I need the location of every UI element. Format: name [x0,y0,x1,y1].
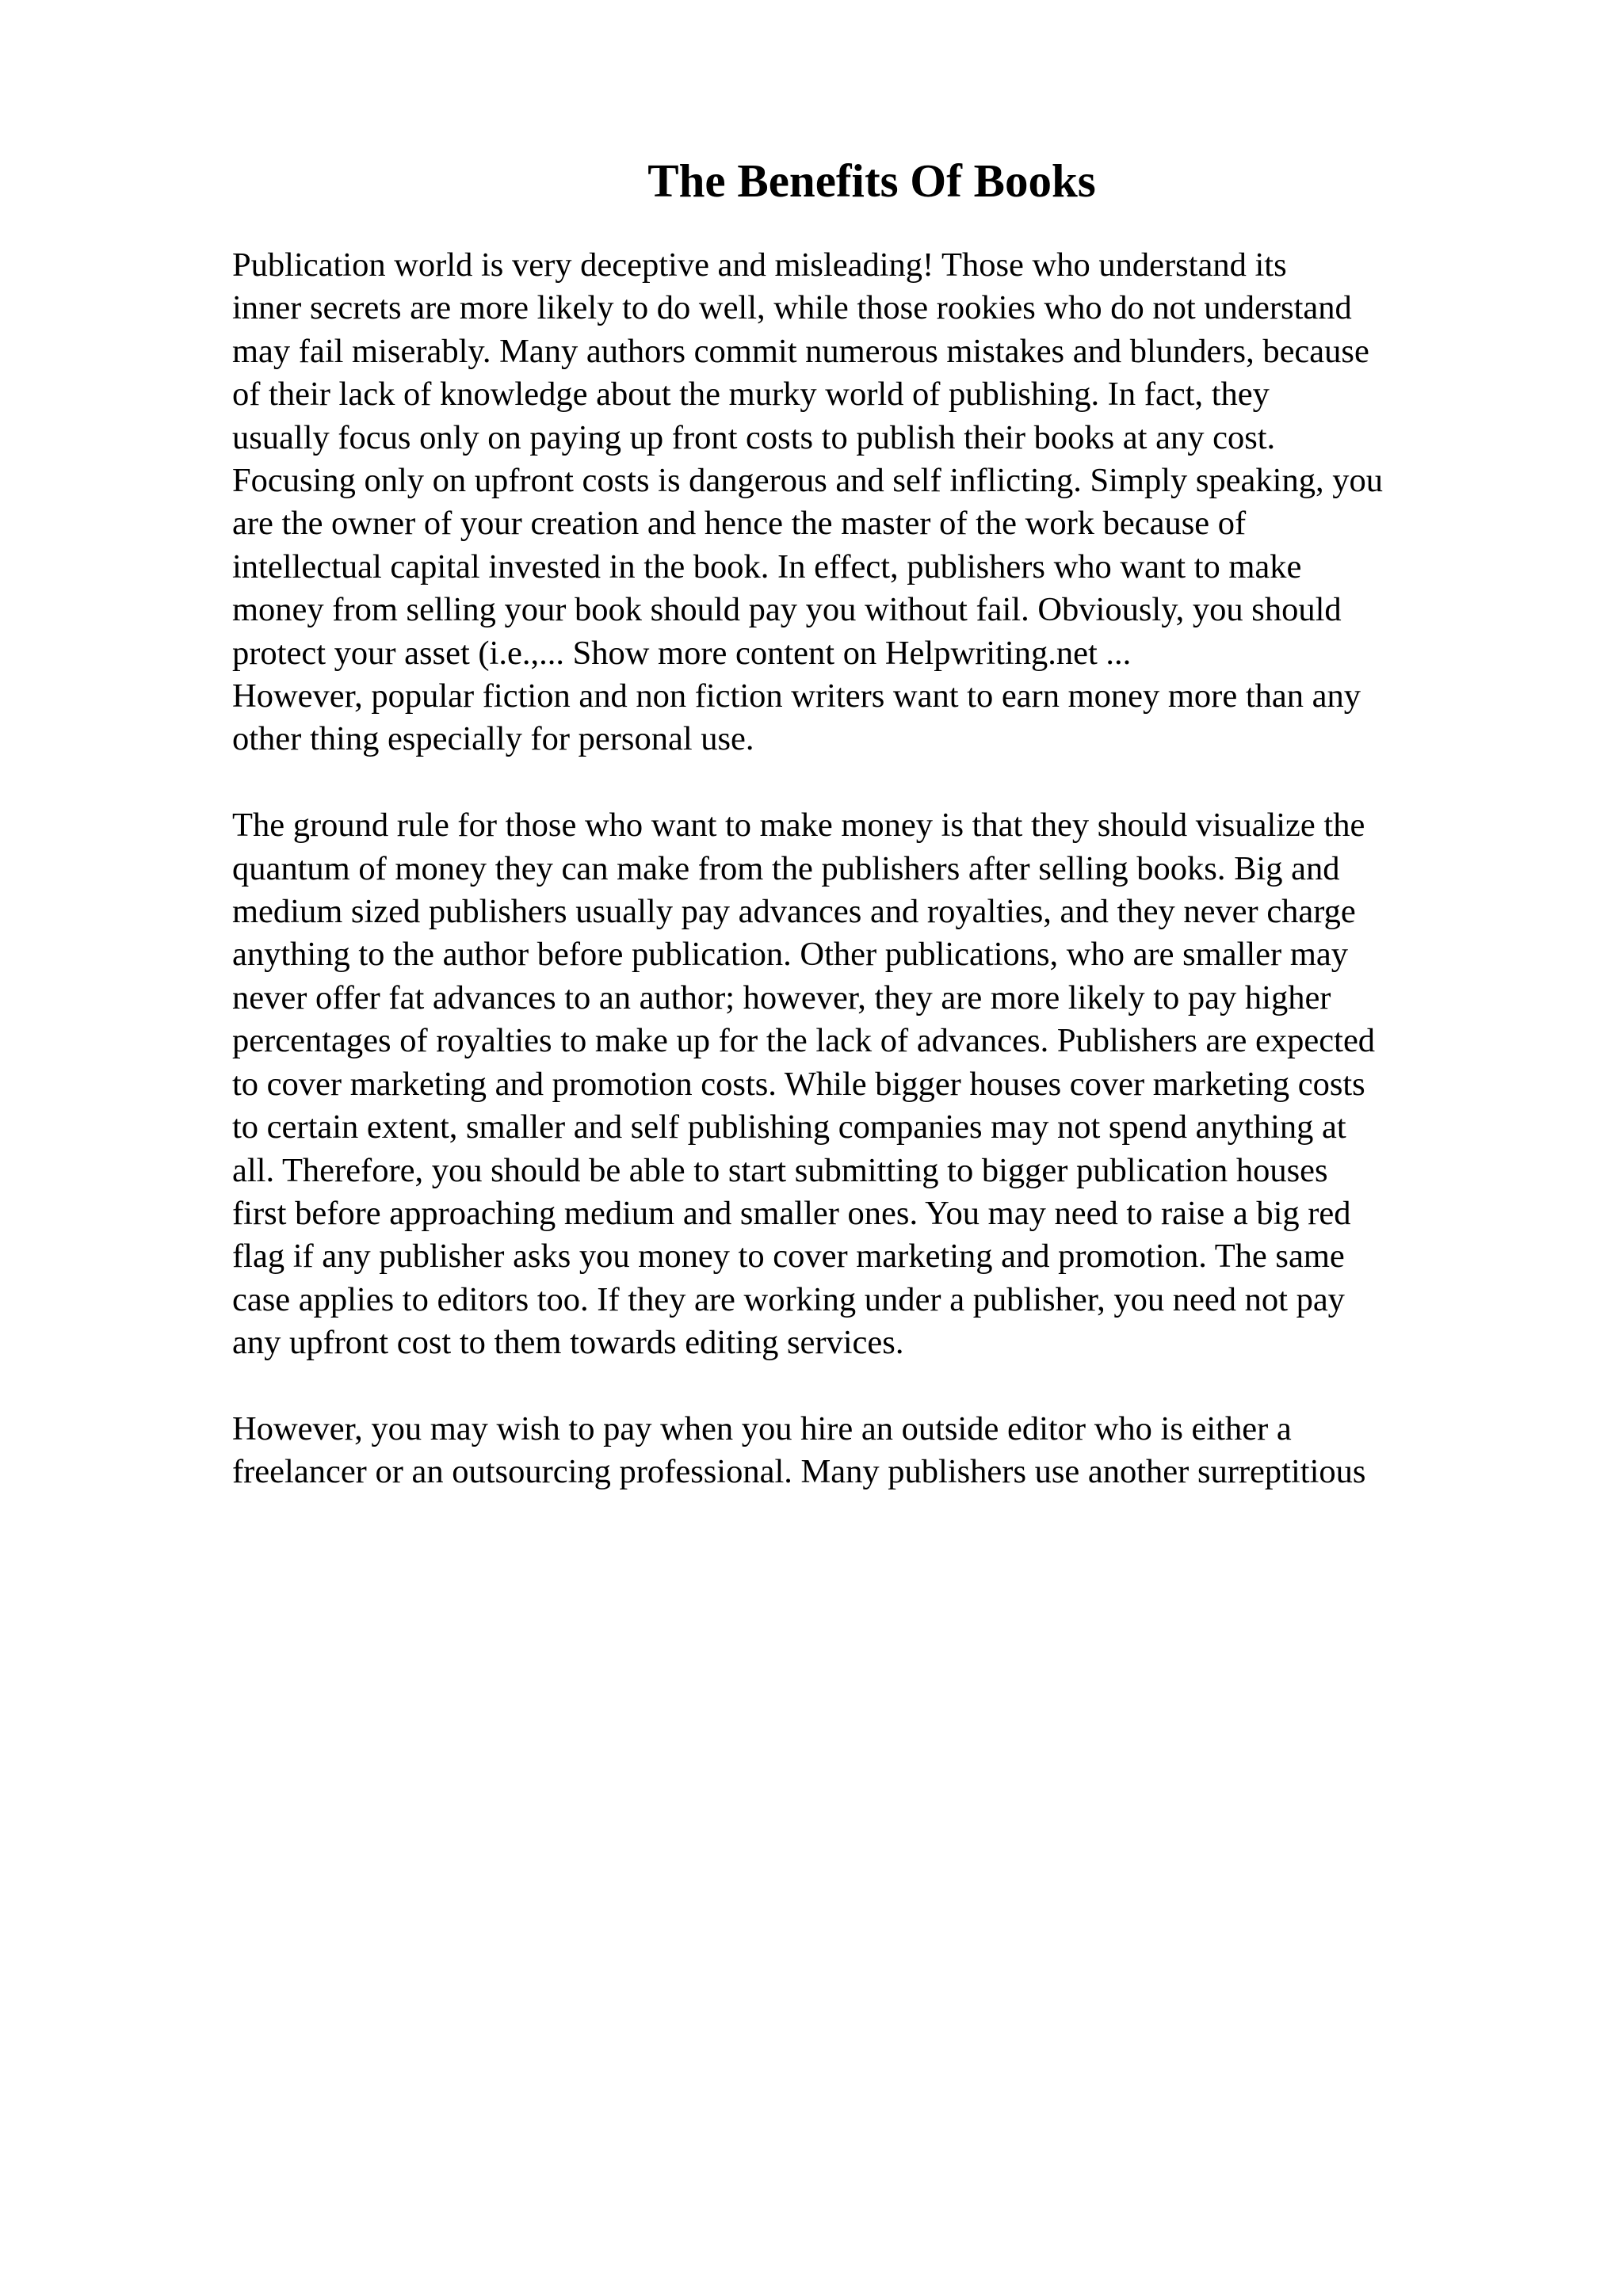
document-title: The Benefits Of Books [647,154,1096,207]
text-line: flag if any publisher asks you money to cover marketing and promotion. The same [232,1238,1345,1276]
text-line: The ground rule for those who want to make money is that they should visualize the [232,807,1365,845]
text-line: all. Therefore, you should be able to start submitting to bigger publication houses [232,1151,1328,1189]
text-line: first before approaching medium and smaller ones. You may need to raise a big red [232,1194,1351,1232]
text-line: case applies to editors too. If they are working under a publisher, you need not pay [232,1280,1345,1318]
text-line: quantum of money they can make from the publishers after selling books. Big and [232,849,1340,887]
text-line: However, you may wish to pay when you hire an outside editor who is either a [232,1409,1292,1447]
text-line: other thing especially for personal use. [232,720,754,758]
text-line: freelancer or an outsourcing professional. Many publishers use another surreptitious [232,1453,1366,1491]
text-line: money from selling your book should pay you without fail. Obviously, you should [232,591,1342,629]
text-line: any upfront cost to them towards editing services. [232,1324,904,1362]
text-line: medium sized publishers usually pay advances and royalties, and they never charge [232,893,1356,931]
text-line: protect your asset (i.e.,... Show more content on Helpwriting.net ... [232,634,1132,672]
text-line: percentages of royalties to make up for the lack of advances. Publishers are expected [232,1022,1376,1060]
text-line: to cover marketing and promotion costs. While bigger houses cover marketing costs [232,1065,1365,1103]
text-line: intellectual capital invested in the book. In effect, publishers who want to make [232,547,1302,585]
text-line: never offer fat advances to an author; however, they are more likely to pay higher [232,978,1331,1016]
text-line: to certain extent, smaller and self publishing companies may not spend anything at [232,1108,1346,1146]
text-line: Publication world is very deceptive and misleading! Those who understand its [232,246,1287,284]
text-line: usually focus only on paying up front costs to publish their books at any cost. [232,418,1276,456]
text-line: may fail miserably. Many authors commit numerous mistakes and blunders, because [232,332,1369,370]
document-body [232,244,1516,1494]
text-line: anything to the author before publication. Other publications, who are smaller may [232,936,1348,974]
paragraph-break [232,761,1516,804]
text-line: Focusing only on upfront costs is dangerous and self inflicting. Simply speaking, you [232,462,1383,500]
text-line: However, popular fiction and non fiction writers want to earn money more than any [232,677,1361,715]
text-line: of their lack of knowledge about the murky world of publishing. In fact, they [232,376,1270,414]
text-line: inner secrets are more likely to do well, while those rookies who do not understand [232,289,1352,327]
paragraph-break [232,1365,1516,1408]
text-line: are the owner of your creation and hence the master of the work because of [232,505,1247,543]
